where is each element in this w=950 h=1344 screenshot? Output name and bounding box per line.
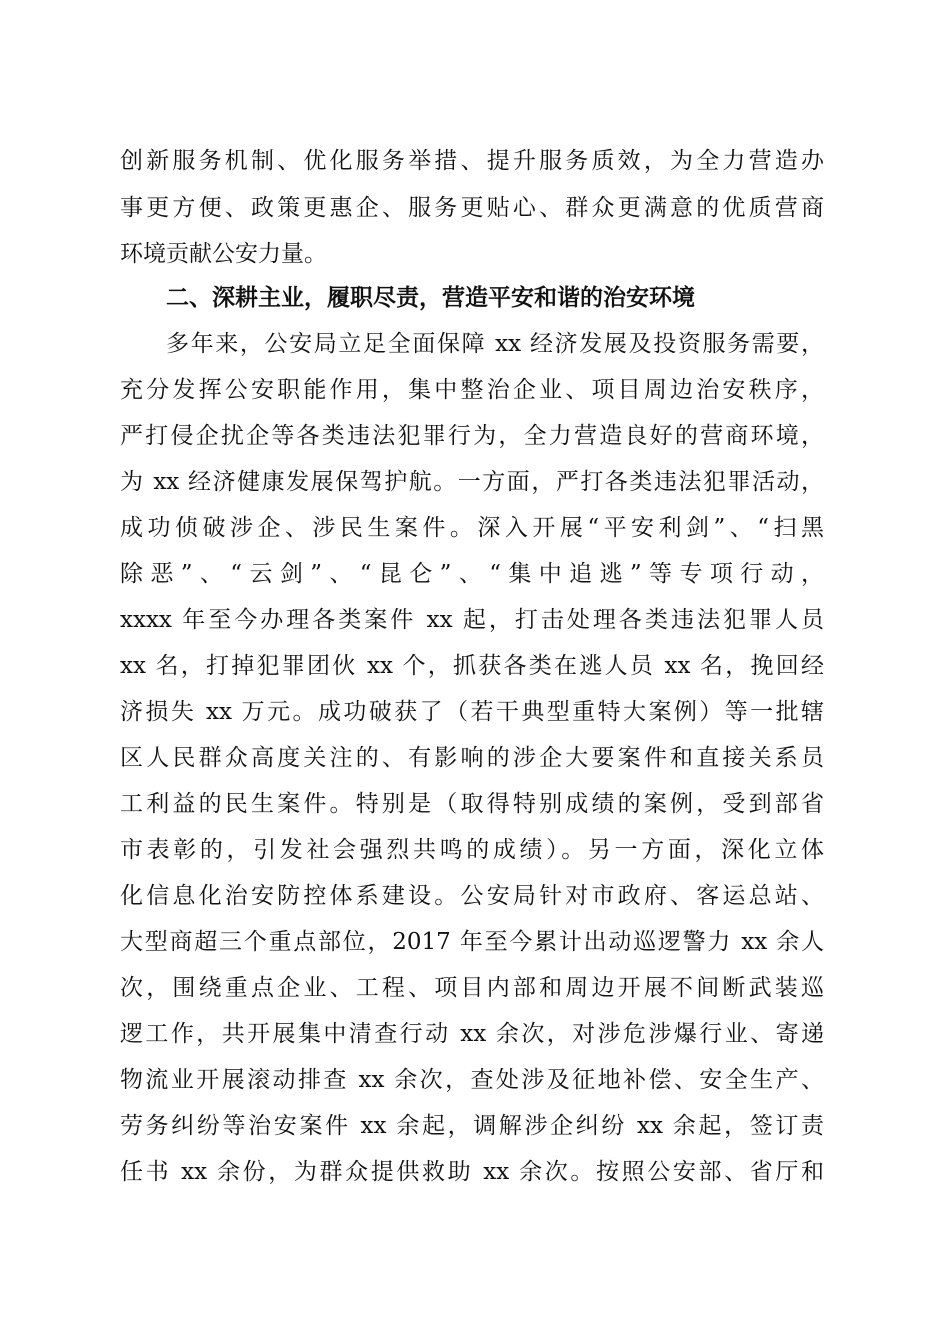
paragraph-2-line-13: 化信息化治安防控体系建设。公安局针对市政府、客运总站、	[120, 883, 824, 909]
paragraph-2-line-11: 工利益的民生案件。特别是（取得特别成绩的案例，受到部省	[120, 791, 824, 817]
paragraph-2-line-18: 劳务纠纷等治安案件 xx 余起，调解涉企纠纷 xx 余起，签订责	[120, 1113, 824, 1139]
paragraph-2-line-8: xx 名，打掉犯罪团伙 xx 个，抓获各类在逃人员 xx 名，挽回经	[120, 653, 824, 679]
paragraph-2-line-7: xxxx 年至今办理各类案件 xx 起，打击处理各类违法犯罪人员	[120, 607, 824, 633]
paragraph-2-line-2: 充分发挥公安职能作用，集中整治企业、项目周边治安秩序，	[120, 377, 824, 403]
paragraph-2-line-6: 除恶”、“云剑”、“昆仑”、“集中追逃”等专项行动，	[120, 561, 824, 587]
paragraph-2-line-17: 物流业开展滚动排查 xx 余次，查处涉及征地补偿、安全生产、	[120, 1067, 824, 1093]
paragraph-2-line-10: 区人民群众高度关注的、有影响的涉企大要案件和直接关系员	[120, 745, 824, 771]
paragraph-2-line-15: 次，围绕重点企业、工程、项目内部和周边开展不间断武装巡	[120, 975, 824, 1001]
paragraph-1-line-2: 事更方便、政策更惠企、服务更贴心、群众更满意的优质营商	[120, 195, 824, 221]
paragraph-2-line-12: 市表彰的，引发社会强烈共鸣的成绩）。另一方面，深化立体	[120, 837, 824, 863]
paragraph-2-line-16: 逻工作，共开展集中清查行动 xx 余次，对涉危涉爆行业、寄递	[120, 1021, 824, 1047]
paragraph-2-line-9: 济损失 xx 万元。成功破获了（若干典型重特大案例）等一批辖	[120, 699, 824, 725]
paragraph-2-line-5: 成功侦破涉企、涉民生案件。深入开展“平安利剑”、“扫黑	[120, 515, 824, 541]
section-heading: 二、深耕主业，履职尽责，营造平安和谐的治安环境	[166, 285, 695, 311]
paragraph-1-line-1: 创新服务机制、优化服务举措、提升服务质效，为全力营造办	[120, 148, 824, 174]
paragraph-2-line-19: 任书 xx 余份，为群众提供救助 xx 余次。按照公安部、省厅和	[120, 1159, 824, 1185]
paragraph-2-line-1: 多年来，公安局立足全面保障 xx 经济发展及投资服务需要，	[166, 331, 824, 357]
paragraph-1-line-3: 环境贡献公安力量。	[120, 241, 327, 267]
paragraph-2-line-4: 为 xx 经济健康发展保驾护航。一方面，严打各类违法犯罪活动，	[120, 469, 824, 495]
paragraph-2-line-3: 严打侵企扰企等各类违法犯罪行为，全力营造良好的营商环境，	[120, 423, 824, 449]
paragraph-2-line-14: 大型商超三个重点部位，2017 年至今累计出动巡逻警力 xx 余人	[120, 929, 824, 955]
